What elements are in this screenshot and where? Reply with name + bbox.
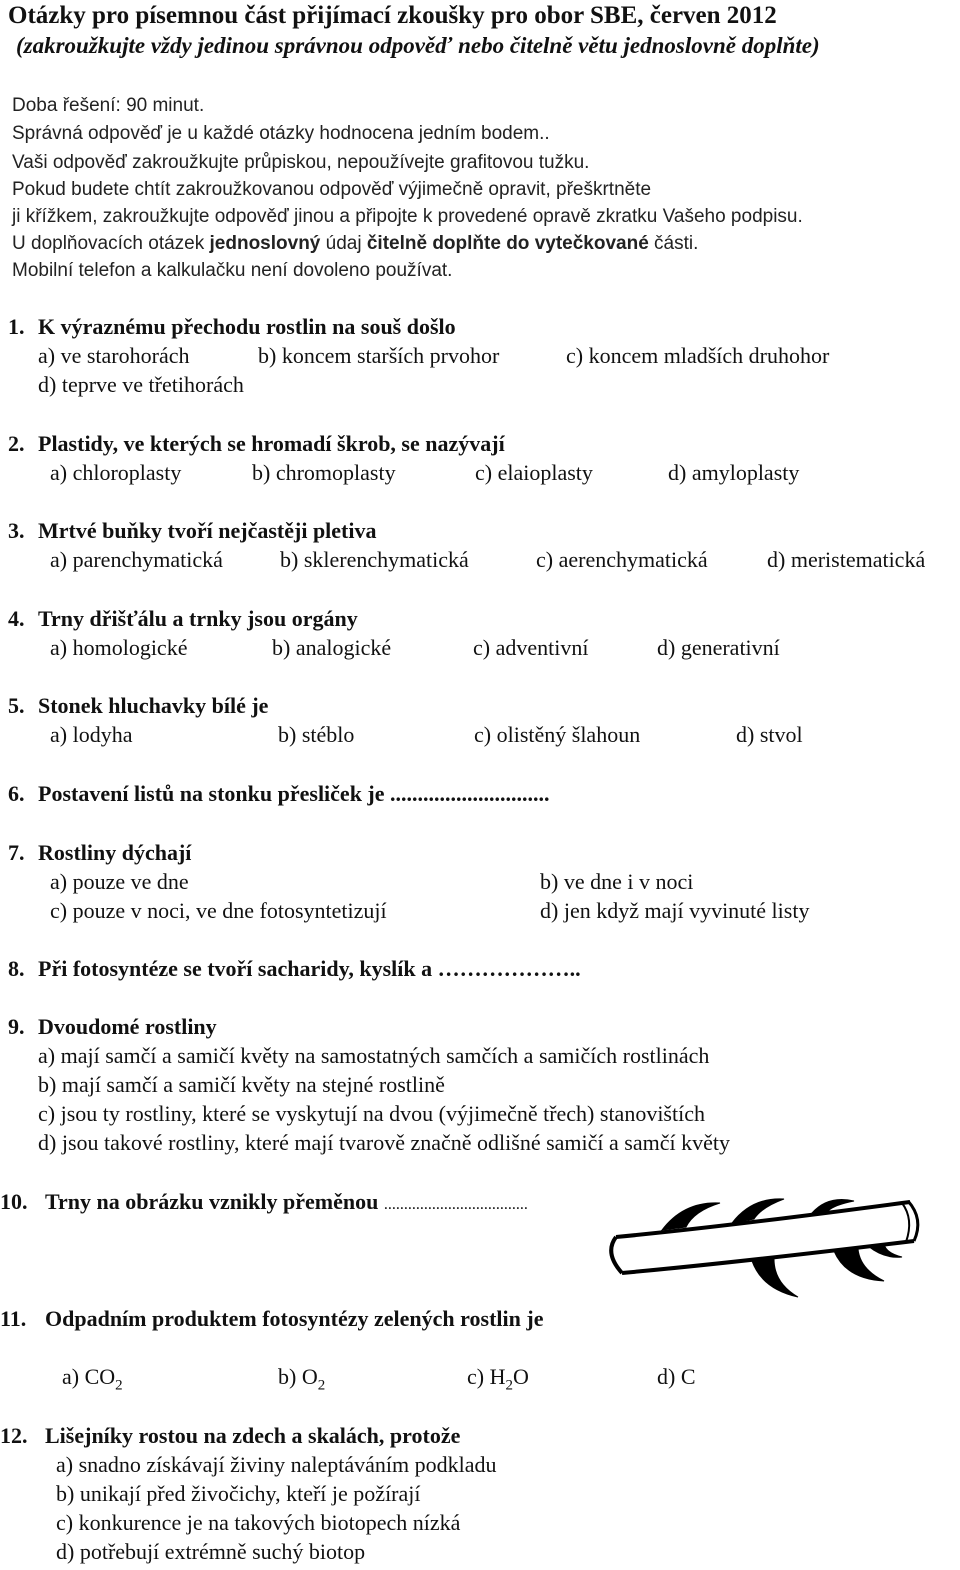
question-8	[8, 956, 581, 982]
q11-option-c[interactable]	[467, 1364, 529, 1394]
question-5	[8, 693, 268, 719]
question-number: 12.	[0, 1423, 28, 1448]
q2-option-c[interactable]: c) elaioplasty	[475, 460, 593, 485]
question-number: 9.	[8, 1014, 25, 1039]
q12-option-c[interactable]: c) konkurence je na takových biotopech nízká	[56, 1510, 461, 1535]
question-text: Rostliny dýchají	[38, 840, 192, 865]
q1-option-a[interactable]: a) ve starohorách	[38, 343, 190, 368]
question-12	[0, 1423, 460, 1449]
q5-option-a[interactable]: a) lodyha	[50, 722, 133, 747]
q4-option-a[interactable]: a) homologické	[50, 635, 188, 660]
question-text: Odpadním produktem fotosyntézy zelených rostlin je	[45, 1306, 544, 1331]
q4-option-b[interactable]: b) analogické	[272, 635, 392, 660]
question-number: 6.	[8, 781, 25, 806]
instruction-fill-in-part: údaj	[320, 233, 367, 254]
q2-option-b[interactable]: b) chromoplasty	[252, 460, 396, 485]
q1-option-c[interactable]: c) koncem mladších druhohor	[566, 343, 830, 368]
q9-option-b[interactable]: b) mají samčí a samičí květy na stejné rostlině	[38, 1072, 445, 1097]
question-number: 2.	[8, 431, 25, 456]
instruction-fill-in-part: části.	[648, 233, 699, 254]
question-number: 7.	[8, 840, 25, 865]
q4-option-c[interactable]: c) adventivní	[473, 635, 589, 660]
q11-option-d[interactable]: d) C	[657, 1364, 696, 1389]
q5-option-b[interactable]: b) stéblo	[278, 722, 355, 747]
instruction-fill-in-bold: jednoslovný	[209, 233, 321, 254]
q11-option-a[interactable]	[62, 1364, 123, 1394]
instruction-correction-cont: ji křížkem, zakroužkujte odpověď jinou a připojte k provedené opravě zkratku Vašeho podpisu.	[12, 206, 803, 227]
q1-option-d[interactable]: d) teprve ve třetihorách	[38, 372, 244, 397]
instruction-scoring: Správná odpověď je u každé otázky hodnocena jedním bodem..	[12, 123, 550, 144]
question-number: 3.	[8, 518, 25, 543]
q7-option-c[interactable]: c) pouze v noci, ve dne fotosyntetizují	[50, 898, 387, 923]
instruction-fill-in-bold: čitelně doplňte do vytečkované	[366, 233, 649, 254]
q9-option-c[interactable]: c) jsou ty rostliny, které se vyskytují na dvou (výjimečně třech) stanovištích	[38, 1101, 705, 1126]
question-number: 5.	[8, 693, 25, 718]
instruction-duration: Doba řešení: 90 minut.	[12, 95, 205, 116]
page-subtitle: (zakroužkujte vždy jedinou správnou odpověď nebo čitelně větu jednoslovně doplňte)	[16, 33, 820, 58]
question-2	[8, 431, 505, 457]
q11-option-b[interactable]	[278, 1364, 325, 1394]
q11-option-c-text: c) H	[467, 1364, 506, 1389]
q11-option-c-subscript: 2	[505, 1377, 513, 1394]
q11-option-c-text-end: O	[512, 1364, 529, 1389]
q2-option-d[interactable]: d) amyloplasty	[668, 460, 800, 485]
question-text: Stonek hluchavky bílé je	[38, 693, 269, 718]
q11-option-a-subscript: 2	[115, 1377, 123, 1394]
q12-option-d[interactable]: d) potřebují extrémně suchý biotop	[56, 1539, 366, 1564]
q11-option-a-text: a) CO	[62, 1364, 116, 1389]
question-text: Při fotosyntéze se tvoří sacharidy, kyslík a	[38, 956, 433, 981]
instruction-correction: Pokud budete chtít zakroužkovanou odpověď výjimečně opravit, přeškrtněte	[12, 179, 652, 200]
question-1	[8, 314, 456, 340]
question-3	[8, 518, 377, 544]
q3-option-a[interactable]: a) parenchymatická	[50, 547, 223, 572]
question-number: 8.	[8, 956, 25, 981]
question-number: 1.	[8, 314, 25, 339]
question-11	[0, 1306, 543, 1332]
instruction-devices: Mobilní telefon a kalkulačku není dovoleno používat.	[12, 260, 453, 281]
instruction-fill-in	[12, 233, 698, 255]
q5-option-d[interactable]: d) stvol	[736, 722, 803, 747]
q9-option-d[interactable]: d) jsou takové rostliny, které mají tvarově značně odlišné samičí a samčí květy	[38, 1130, 730, 1155]
question-text: Dvoudomé rostliny	[38, 1014, 217, 1039]
q3-option-c[interactable]: c) aerenchymatická	[536, 547, 708, 572]
q1-option-b[interactable]: b) koncem starších prvohor	[258, 343, 500, 368]
q10-answer-blank[interactable]: ....................................	[383, 1196, 528, 1213]
page-title: Otázky pro písemnou část přijímací zkoušky pro obor SBE, červen 2012	[8, 2, 777, 29]
q9-option-a[interactable]: a) mají samčí a samičí květy na samostatných samčích a samičích rostlinách	[38, 1043, 710, 1068]
question-9	[8, 1014, 217, 1040]
q7-option-a[interactable]: a) pouze ve dne	[50, 869, 189, 894]
question-10	[0, 1189, 528, 1215]
q7-option-b[interactable]: b) ve dne i v noci	[540, 869, 694, 894]
question-text: Mrtvé buňky tvoří nejčastěji pletiva	[38, 518, 377, 543]
instruction-pen: Vaši odpověď zakroužkujte průpiskou, nepoužívejte grafitovou tužku.	[12, 152, 590, 173]
q12-option-a[interactable]: a) snadno získávají živiny naleptáváním podkladu	[56, 1452, 497, 1477]
q12-option-b[interactable]: b) unikají před živočichy, kteří je požírají	[56, 1481, 421, 1506]
q4-option-d[interactable]: d) generativní	[657, 635, 780, 660]
instruction-fill-in-part: U doplňovacích otázek	[12, 233, 210, 254]
q11-option-b-subscript: 2	[317, 1377, 326, 1394]
q11-option-b-text: b) O	[278, 1364, 318, 1389]
question-number: 10.	[0, 1189, 28, 1214]
question-text: Trny dřišťálu a trnky jsou orgány	[38, 606, 358, 631]
question-text: Plastidy, ve kterých se hromadí škrob, se nazývají	[38, 431, 505, 456]
q5-option-c[interactable]: c) olistěný šlahoun	[474, 722, 641, 747]
q6-answer-blank[interactable]: .............................	[390, 781, 550, 806]
q8-answer-blank[interactable]: ………………..	[437, 956, 581, 981]
q3-option-d[interactable]: d) meristematická	[767, 547, 926, 572]
question-4	[8, 606, 358, 632]
q2-option-a[interactable]: a) chloroplasty	[50, 460, 182, 485]
question-text: K výraznému přechodu rostlin na souš došlo	[38, 314, 456, 339]
question-number: 4.	[8, 606, 25, 631]
question-text: Lišejníky rostou na zdech a skalách, protože	[45, 1423, 461, 1448]
question-number: 11.	[0, 1306, 27, 1331]
question-7	[8, 840, 191, 866]
q7-option-d[interactable]: d) jen když mají vyvinuté listy	[540, 898, 810, 923]
question-text: Postavení listů na stonku přesliček je	[38, 781, 385, 806]
thorn-branch-illustration	[602, 1197, 932, 1302]
q3-option-b[interactable]: b) sklerenchymatická	[280, 547, 469, 572]
question-text: Trny na obrázku vznikly přeměnou	[45, 1189, 379, 1214]
question-6	[8, 781, 550, 807]
